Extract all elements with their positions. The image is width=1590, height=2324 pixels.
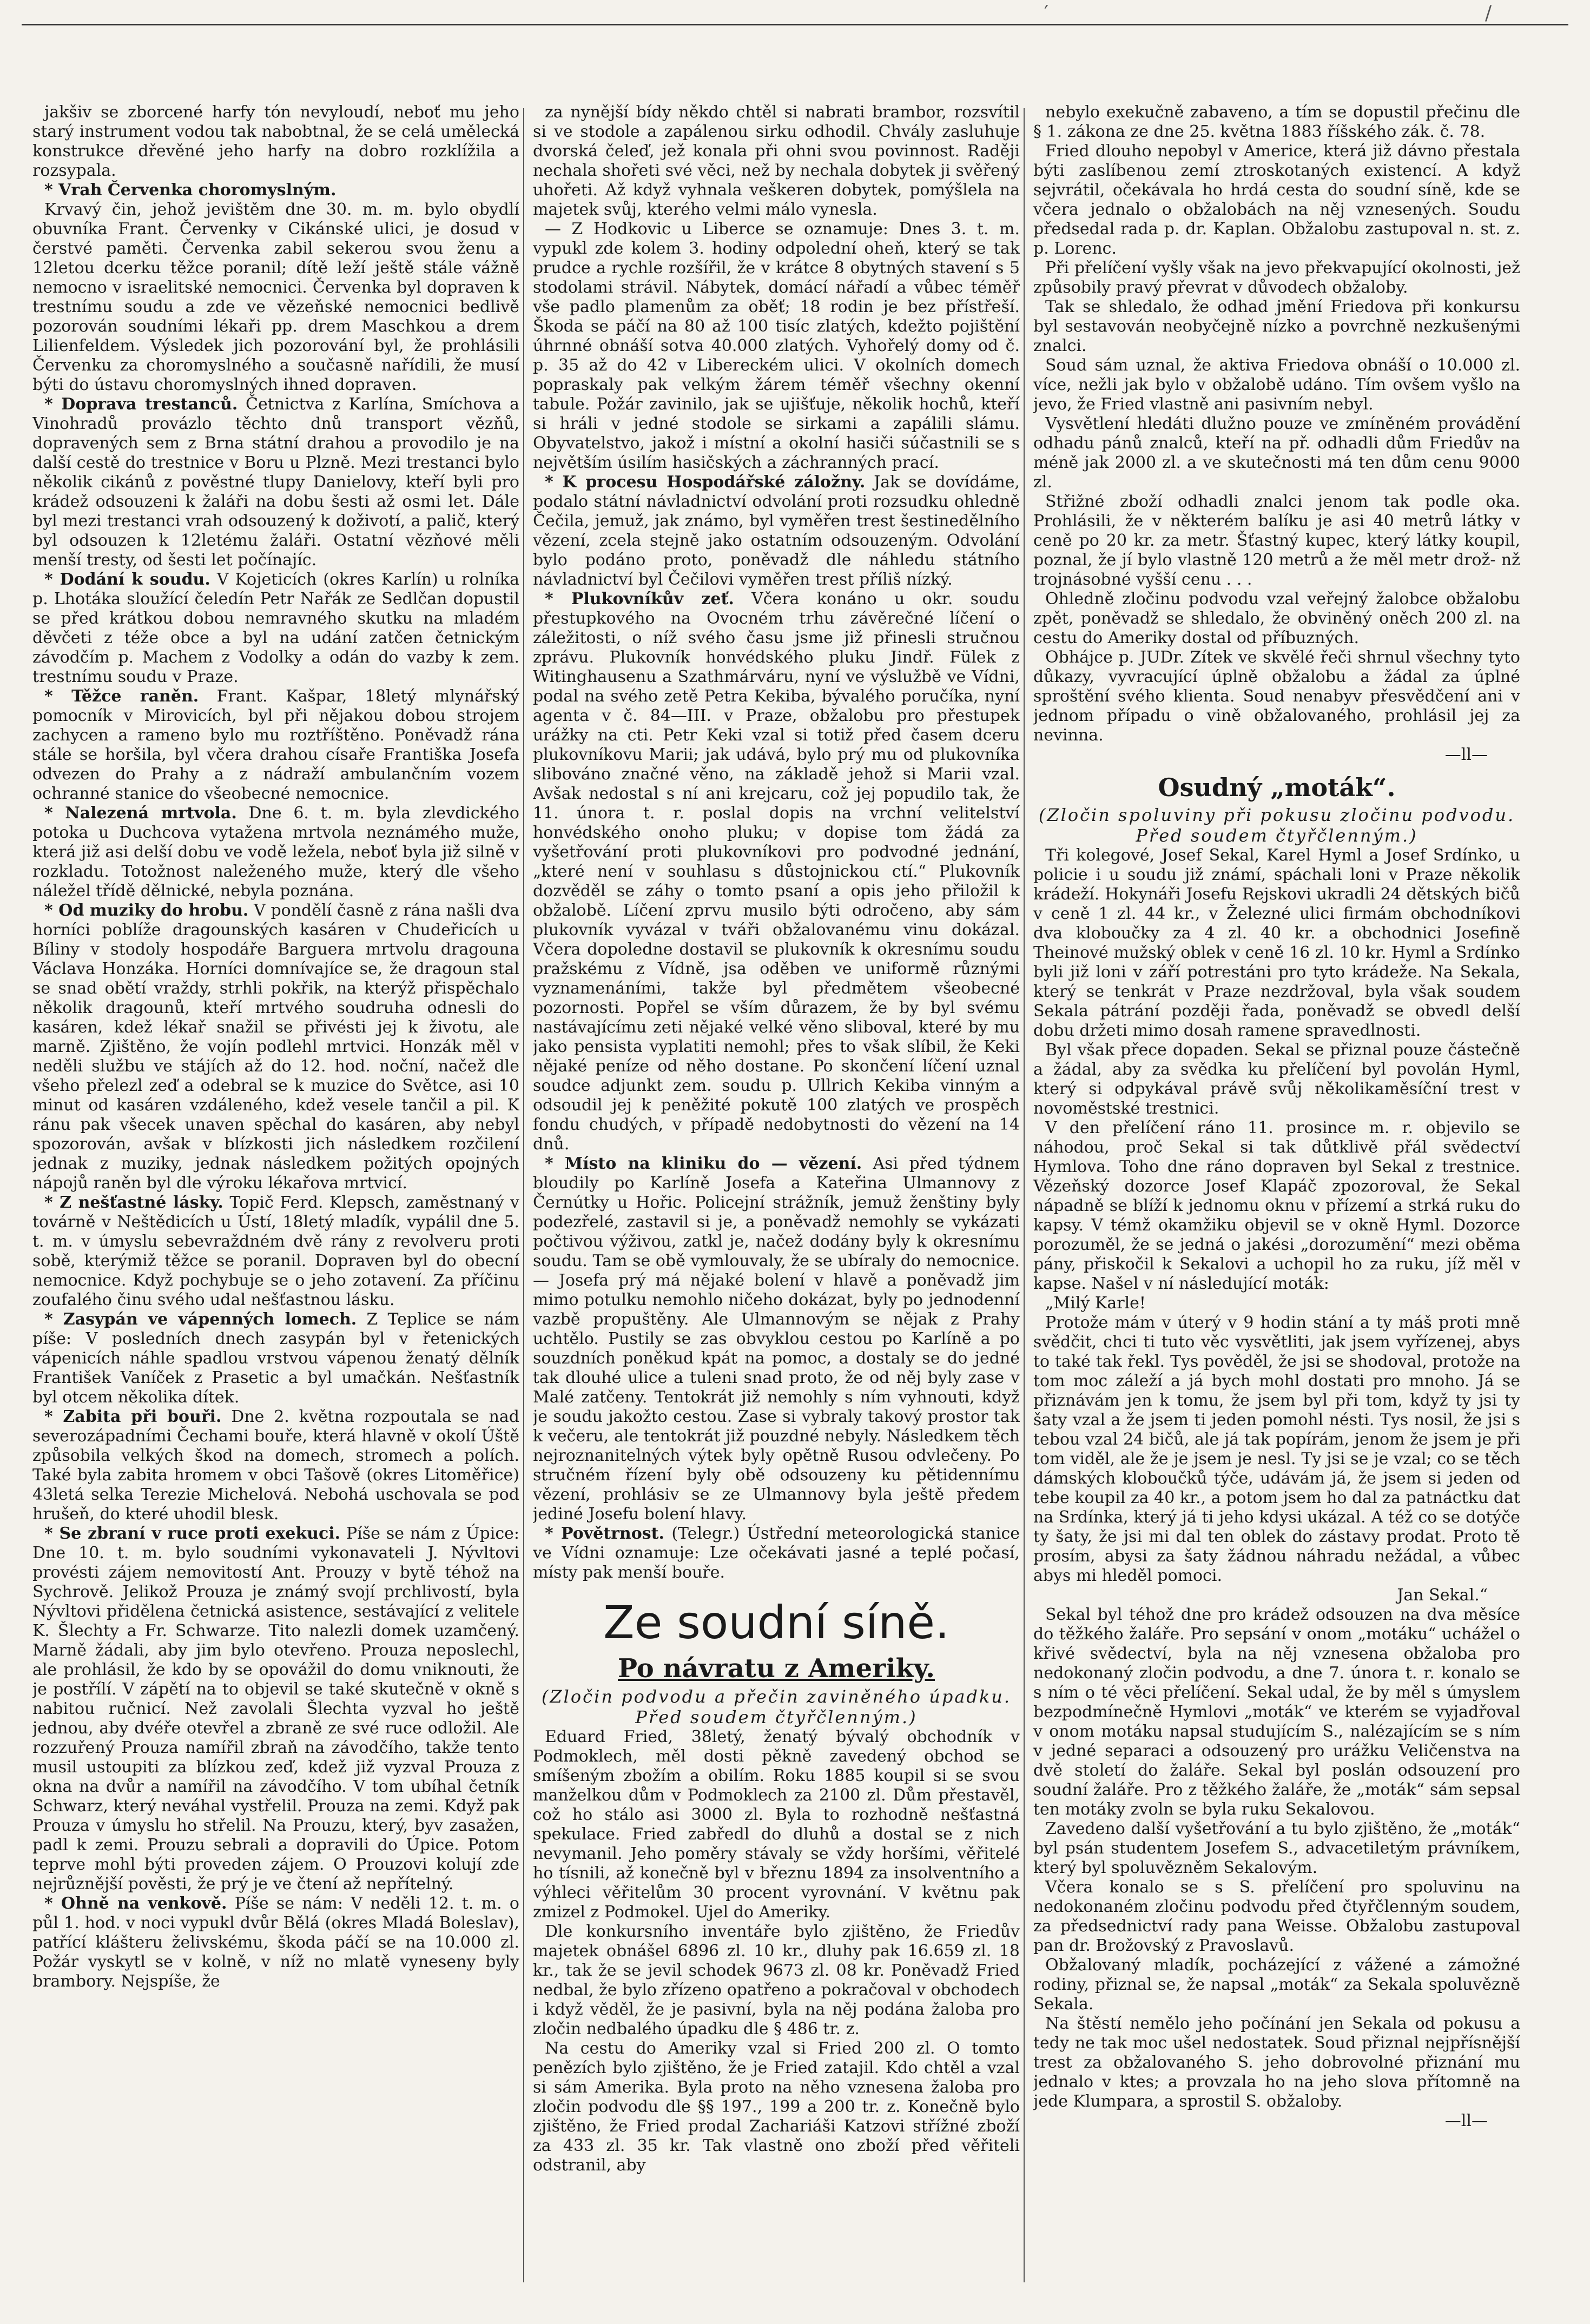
article-paragraph: za nynější bídy někdo chtěl si nabrati brambor, rozsvítil si ve stodole a zapálenou sirku odhodil. Chvály zasluhuje dvorská čeleď, jež konala při ohni svou povinnost. Raději nechala shořeti své věci, než by nechala dobytek ji svěřený uhořeti. Až když vyhnala veškeren dobytek, pomýšlela na majetek svůj, kterého velmi málo vynesla. [533,103,1020,219]
column-rule [523,108,524,2282]
article-heading: * Z nešťastné lásky. [44,1193,223,1212]
edge-mark: ′ [1044,2,1049,24]
article-heading: * Se zbraní v ruce proti exekuci. [44,1524,341,1543]
article-paragraph: Krvavý čin, jehož jevištěm dne 30. m. m. bylo obydlí obuvníka Frant. Červenky v Cikánské ulici, je dosud v čerstvé paměti. Červenka zabil sekerou svou ženu a 12letou dcerku těžce poranil; dítě leží ještě stále vážně nemocno v israelitské nemocnici. Červenka byl dopraven k trestnímu soudu a zde ve vězeňské nemocnici bedlivě pozorován soudními lékaři pp. drem Maschkou a drem Lilienfeldem. Výsledek jich pozorování byl, že prohlásili Červenku za choromyslného a současně nařídili, že musí býti do ústavu choromyslných ihned dopraven. [32,200,519,394]
article-text: V Kojeticích (okres Karlín) u rolníka p. Lhotáka sloužící čeledín Petr Nařák ze Sedlčan dopustil se před krátkou dobou nemravného skutku na mladém děvčeti z téže obce a byl na udání zatčen četnickým závodčím p. Machem z Vodolky a odán do vazby k zem. trestnímu soudu v Praze. [32,570,519,686]
article-paragraph: jakšiv se zborcené harfy tón nevyloudí, neboť mu jeho starý instrument vodou tak nabobtnal, že se celá umělecká konstrukce dřevěné jeho harfy na dobro rozklížila a rozsypala. [32,103,519,180]
article-paragraph: Obžalovaný mladík, pocházející z vážené a zámožné rodiny, přiznal se, že napsal „moták“ za Sekala spoluvězně Sekala. [1033,1956,1520,2014]
article-text: Jak se dovídáme, podalo státní návladnictví odvolání proti rozsudku ohledně Čečila, jemuž, jak známo, byl vyměřen trest šestinedělního vězení, zcela stejně jako ostatním odsouzeným. Odvolání bylo podáno proto, poněvadž dle náhledu státního návladnictví byl Čečilovi vyměřen trest příliš nízký. [533,473,1020,589]
letter-salutation: „Milý Karle! [1045,1294,1146,1313]
article-heading: * Povětrnost. [545,1524,664,1543]
article-paragraph: V den přelíčení ráno 11. prosince m. r. objevilo se náhodou, proč Sekal si tak důtklivě přál svědectví Hymlova. Toho dne ráno dopraven byl Sekal z trestnice. Vězeňský dozorce Josef Klapáč zpozoroval, že Sekal nápadně se blíží k jednomu oknu v přízemí a strká ruku do kapsy. V témž okamžiku objevil se v okně Hyml. Dozorce porozuměl, že se jedná o jakési „dorozumění“ mezi oběma pány, přiskočil k Sekalovi a uchopil ho za ruku, jíž měl v kapse. Našel v ní následující moták: [1033,1118,1520,1293]
article-title: Po návratu z Ameriky. [617,1653,935,1684]
article-text: V pondělí časně z rána našli dva horníci poblíže dragounských kasáren v Chudeřicích u Bíliny v stodoly hospodáře Barguera mrtvolu dragouna Václava Honzáka. Horníci domnívajíce se, že dragoun stal se snad obětí vraždy, strhli pokřik, na kterýž přispěchalo několik dragounů, kteří mrtvého soudruha odnesli do kasáren, kdež lékař snažil se přivésti jej k životu, ale marně. Zjištěno, že vojín podlehl mrtvici. Honzák měl v neděli službu ve stájích až do 12. hod. noční, načež dle všeho přelezl zeď a odebral se k muzice do Světce, asi 10 minut od kasáren vzdáleného, kdež vesele tančil a pil. K ránu pak všecek unaven spěchal do kasáren, aby nebyl spozorován, avšak v blízkosti jich následkem rozčilení jednak z muziky, jednak následkem požitých opojných nápojů raněn byl dle výroku lékařova mrtvicí. [32,901,519,1193]
article-paragraph: Na štěstí nemělo jeho počínání jen Sekala od pokusu a tedy ne tak moc ušel nedostatek. Soud přiznal nejpřísnější trest za obžalovaného S. jeho dobrovolné přiznání mu jednalo v ktes; a provzala ho na jeho slova přítomně na jede Klumpara, a sprostil S. obžaloby. [1033,2014,1520,2111]
article-heading: * Dodání k soudu. [44,570,210,589]
article-paragraph: Ohledně zločinu podvodu vzal veřejný žalobce obžalobu zpět, poněvadž se shledalo, že obviněný oněch 200 zl. na cestu do Ameriky dostal od příbuzných. [1033,590,1520,647]
article-paragraph: Dle konkursního inventáře bylo zjištěno, že Friedův majetek obnášel 6896 zl. 10 kr., dluhy pak 16.659 zl. 18 kr., tak že se jevil schodek 9673 zl. 08 kr. Poněvadž Fried nedbal, že bylo zřízeno opatřeno a pokračoval v obchodech i když věděl, že je pasivní, byla na něj podána žaloba pro zločin nedbalého úpadku dle § 486 tr. z. [533,1922,1020,2038]
article-paragraph: Tři kolegové, Josef Sekal, Karel Hyml a Josef Srdínko, u policie i u soudu již známí, spáchali loni v Praze několik krádeží. Hokynáři Josefu Rejskovi ukradli 24 dětských bičů v ceně 1 zl. 44 kr., v Železné ulici firmám obchodníkovi dva kloboučky za 4 zl. 40 kr. a obchodnici Josefině Theinové mužský oblek v ceně 16 zl. 10 kr. Hyml a Srdínko byli již loni v září potrestáni pro tyto krádeže. Na Sekala, který se tenkrát v Praze nezdržoval, byla však soudem Sekala pátrání později řada, poněvadž se obvedl delší dobu držeti mimo dosah ramene spravedlnosti. [1033,846,1520,1040]
article-paragraph: Tak se shledalo, že odhad jmění Friedova při konkursu byl sestavován neobyčejně nízko a povrchně nezkušenými znalci. [1033,297,1520,355]
edge-mark: / [1485,2,1492,24]
column-1 [32,103,519,2293]
article-text: Z Teplice se nám píše: V posledních dnech zasypán byl v řetenických vápenicích náhle spadlou vrstvou vápenou ženatý dělník František Vaníček z Prasetic a byl umačkán. Nešťastník byl otcem několika dítek. [32,1310,519,1407]
article-heading: * Ohně na venkově. [44,1894,227,1913]
article-heading: * K procesu Hospodářské záložny. [545,473,866,492]
article-paragraph: Byl však přece dopaden. Sekal se přiznal pouze částečně a žádal, aby za svědka ku přelíčení byl povolán Hyml, který si odpykával právě svůj několikaměsíční trest v novoměstské trestnici. [1033,1041,1520,1118]
article-text: Včera konáno u okr. soudu přestupkového na Ovocném trhu závěrečné líčení o záležitosti, o níž svého času jsme již přinesli stručnou zprávu. Plukovník honvédského pluku Jindř. Fülek z Witinghausenu a Szathmárváru, nyní ve výslužbě ve Vídni, podal na svého zetě Petra Kekiba, bývalého poručíka, nyní agenta v č. 84—III. v Praze, obžalobu pro přestupek urážky na cti. Petr Keki vzal si totiž před časem dceru plukovníkovu Marii; jak udává, bylo prý mu od plukovníka slibováno značné věno, na základě jehož si Marii vzal. Avšak nedostal s ní ani krejcaru, což jej popudilo tak, že 11. února t. r. poslal dopis na vrchní velitelství honvédského onoho pluku; v dopise tom žádá za vyšetřování proti plukovníkovi pro podvodné jednání, „které není v souhlasu s důstojnickou ctí.“ Plukovník dozvěděl se záhy o tomto psaní a opis jeho přiložil k obžalobě. Líčení zprvu musilo býti odročeno, aby sám plukovník vyvázal v tváři obžalovanému vinu dokázal. Včera dopoledne dostavil se plukovník k okresnímu soudu pražskému z Vídně, jsa oděben ve uniformě různými vyznamenáními, takže byl předmětem všeobecné pozornosti. Popřel se vším důrazem, že by byl svému nastávajícímu zeti nějaké velké věno sliboval, které by mu jako pensista vyplatiti nemohl; přes to však slíbil, že Keki nějaké peníze od něho dostane. Po skončení líčení uznal soudce adjunkt zem. soudu p. Ullrich Kekiba vinným a odsoudil jej k peněžité pokutě 100 zlatých ve prospěch fondu chudých, v případě nedobytnosti do vězení na 14 dnů. [533,590,1020,1154]
article-title: Osudný „moták“. [1158,773,1396,802]
article-heading: * Od muziky do hrobu. [44,901,249,920]
article-text: Píše se nám: V neděli 12. t. m. o půl 1. hod. v noci vypukl dvůr Bělá (okres Mladá Boleslav), patřící klášteru želivskému, škoda páčí se na 10.000 zl. Požár vyskytl se v kolně, v níž no mlatě vyneseny byly brambory. Nejspíše, že [32,1894,519,1991]
article-subtitle: (Zločin podvodu a přečin zaviněného úpadku. Před soudem čtyřčlenným.) [541,1686,1012,1727]
article-paragraph: Sekal byl téhož dne pro krádež odsouzen na dva měsíce do těžkého žaláře. Pro sepsání v onom „motáku“ uchážel o křivé svědectví, byla na něj vznesena obžaloba pro nedokonaný zločin podvodu, a dne 7. února t. r. konalo se s ním o té věci přelíčení. Sekal udal, že by měl s úmyslem bezpodmínečně Hymlovi „moták“ ve kterém se vyjadřoval v onom motáku napsal studujícím S., nalézajícím se s ním v jedné separaci a odsouzený pro urážku Veličenstva na dvě století do žaláře. Sekal byl poslán odsouzení pro soudní žaláře. Pro z těžkého žaláře, že „moták“ sám sepsal ten motáky zvoln se byla ruku Sekalovou. [1033,1605,1520,1819]
article-paragraph: Fried dlouho nepobyl v Americe, která již dávno přestala býti zaslíbenou zemí ztroskotaných existencí. A když sejvrátil, očekávala ho hrdá cesta do soudní síně, kde se včera jednalo o obžalobách na něj vznesených. Soudu předsedal rada p. dr. Kaplan. Obžalobu zastupoval n. st. z. p. Lorenc. [1033,142,1520,258]
article-paragraph: Vysvětlení hledáti dlužno pouze ve zmíněném provádění odhadu pánů znalců, kteří na př. odhadli dům Friedův na méně jak 2000 zl. a ve skutečnosti má ten dům cenu 9000 zl. [1033,414,1520,492]
article-heading: * Místo na kliniku do — vězení. [545,1154,862,1173]
article-paragraph: Na cestu do Ameriky vzal si Fried 200 zl. O tomto penězích bylo zjištěno, že je Fried zatajil. Kdo chtěl a vzal si sám Amerika. Byla proto na něho vznesena žaloba pro zločin podvodu dle §§ 197., 199 a 200 tr. z. Konečně bylo zjištěno, že Fried prodal Zachariáši Katzovi střížné zboží za 433 zl. 35 kr. Tak vlastně ono zboží před věřiteli odstranil, aby [533,2039,1020,2175]
article-subtitle: (Zločin spoluviny při pokusu zločinu podvodu. Před soudem čtyřčlenným.) [1038,805,1515,846]
column-rule [1024,108,1025,2282]
article-text: Frant. Kašpar, 18letý mlynářský pomocník v Mirovicích, byl při nějakou dobou strojem zachycen a rameno bylo mu roztříštěno. Poněvadž rána stále se horšila, byl včera drahou císaře Františka Josefa odvezen do Prahy a z nádraží ambulančním vozem ochranné stanice do všeobecné nemocnice. [32,687,519,803]
article-paragraph: Obhájce p. JUDr. Zítek ve skvělé řeči shrnul všechny tyto důkazy, vyvracující úplně obžalobu a žádal za úplné sproštění svého klienta. Soud nenabyv přesvědčení ani v jednom případu o vině obžalovaného, prohlásil jej za nevinna. [1033,648,1520,745]
article-paragraph: nebylo exekučně zabaveno, a tím se dopustil přečinu dle § 1. zákona ze dne 25. května 1883 říšského zák. č. 78. [1033,103,1520,141]
article-text: Píše se nám z Úpice: Dne 10. t. m. bylo soudními vykonavateli J. Nývltovi provésti zájem nemovitostí Ant. Prouzy v bytě téhož na Sychrově. Jelikož Prouza je známý svojí prchlivostí, byla Nývltovi přidělena četnická asistence, sestávající z velitele K. Šlechty a Fr. Schwarze. Tito nalezli domek uzamčený. Marně žádali, aby jim bylo otevřeno. Prouza neposlechl, ale prohlásil, že kdo by se opovážil do domu vniknouti, že je postřílí. V zápětí na to objevil se také skutečně v okně s nabitou ručnicí. Než zavolali Šlechta vyzval ho ještě jednou, aby dvéře otevřel a zbraně ze své ruce odložil. Ale rozzuřený Prouza namířil zbraň na závodčího, takže tento musil ustoupiti za blízkou zeď, kdež již vyzval Prouza z okna na dvůr a namířil na závodčího. V tom ubíhal četník Schwarz, který neváhal vystřelil. Prouza na zemi. Když pak Prouza v úmyslu ho střelil. Na Prouzu, který, byv zasažen, padl k zemi. Prouzu sebrali a dopravili do Úpice. Potom teprve mohl býti proveden zájem. O Prouzovi kolují zde nejrůznější pověsti, že prý je ve čtení až nepřítelný. [32,1524,519,1893]
article-text: Topič Ferd. Klepsch, zaměstnaný v továrně v Neštědicích u Ústí, 18letý mladík, vypálil dne 5. t. m. v úmyslu sebevraždném dvě rány z revolveru proti sobě, kterýmiž těžce se poranil. Dopraven byl do obecní nemocnice. Když pochybuje se o jeho zotavení. Za příčinu zoufalého činu svého udal nešťastnou lásku. [32,1193,519,1309]
article-paragraph: Zavedeno další vyšetřování a tu bylo zjištěno, že „moták“ byl psán studentem Josefem S., advacetiletým právníkem, který byl spoluvězněm Sekalovým. [1033,1819,1520,1877]
article-heading: * Nalezená mrtvola. [44,804,237,823]
article-paragraph: — Z Hodkovic u Liberce se oznamuje: Dnes 3. t. m. vypukl zde kolem 3. hodiny odpolední oheň, který se tak prudce a rychle rozšířil, že v krátce 8 obytných stavení s 5 stodolami strávil. Nábytek, domácí nářadí a vůbec téměř vše padlo plamenům za oběť; 18 rodin je bez přístřeší. Škoda se páčí na 80 až 100 tisíc zlatých, kdežto pojištění úhrnné obnáší sotva 40.000 zlatých. Vyhořelý domy od č. p. 35 až do 42 v Libereckém ulici. V okolních domech popraskaly pak velkým žárem téměř všechny okenní tabule. Požár zavinilo, jak se ujišťuje, několik hochů, kteří si hráli v jedné stodole se sirkami a zapálili slámu. Obyvatelstvo, jakož i místní a okolní hasiči súčastnili se s největším úsilím hasičských a záchranných prací. [533,220,1020,472]
article-heading: * Plukovníkův zeť. [545,590,734,608]
article-heading: * Vrah Červenka choromyslným. [44,181,337,200]
column-3 [1033,103,1520,2293]
article-text: (Telegr.) Ústřední meteorologická stanice ve Vídni oznamuje: Lze očekávati jasné a teplé počasí, místy pak menší bouře. [533,1524,1020,1582]
article-heading: * Zabita při bouři. [44,1407,222,1426]
section-title: Ze soudní síně. [603,1596,949,1649]
top-rule [22,24,1568,25]
article-text: Četnictva z Karlína, Smíchova a Vinohradů provázlo těchto dnů transport vězňů, dopravených sem z Brna státní drahou a provodilo je na další cestě do trestnice v Boru u Plzně. Mezi trestanci bylo několik cikánů z pověstné tlupy Danielovy, kteří byli pro krádež odsouzeni k žaláři na dobu šesti až osmi let. Dále byl mezi trestanci vrah odsouzený k doživotí, a palič, který byl odsouzen k 12letému žaláři. Ostatní vězňové měli menší tresty, od šesti let počínajíc. [32,395,519,570]
article-paragraph: Soud sám uznal, že aktiva Friedova obnáší o 10.000 zl. více, nežli jak bylo v obžalobě udáno. Tím ovšem vyšlo na jevo, že Fried vlastně ani pasivním nebyl. [1033,356,1520,414]
article-heading: * Těžce raněn. [44,687,199,706]
author-signature: —ll— [1444,2111,1488,2130]
letter-text: Protože mám v úterý v 9 hodin stání a ty máš proti mně svědčit, chci ti tuto věc vysvětliti, jak jsem vyřízenej, abys to také tak řekl. Tys pověděl, že jsi se shodoval, protože na tom moc záleží a já bych mohl dostati pro mnoho. Já se přiznávám jen k tomu, že jsem byl při tom, když ty jsi ty šaty vzal a že jsem ti jeden pomohl nésti. Tys nosil, že jsi s tebou vzal 24 bičů, ale já tak popírám, jenom že jsem je při tom viděl, ale že je jsem je nesl. Ty jsi se je vzal; co se těch dámských kloboučků týče, udávám já, že jsem si jeden od tebe koupil za 40 kr., a potom jsem ho dal za patnáctku dat na Srdínka, který já ti jeho kdysi ukázal. A též co se dotýče ty šaty, že jsi mi dal ten oblek do zástavy prodat. Proto tě prosím, abysi za šaty žádnou náhradu nežádal, a vůbec abys mi hleděl pomoci. [1033,1313,1520,1585]
letter-signature: Jan Sekal.“ [1397,1586,1488,1605]
article-text: Dne 6. t. m. byla zlevdického potoka u Duchcova vytažena mrtvola neznámého muže, která již asi delší dobu ve vodě ležela, neboť byla již silně v rozkladu. Totožnost naleženého muže, který dle všeho náležel třídě dělnické, nebyla poznána. [32,804,519,901]
article-paragraph: Střižné zboží odhadli znalci jenom tak podle oka. Prohlásili, že v některém balíku je asi 40 metrů látky v ceně po 20 kr. za metr. Šťastný kupec, který látky koupil, poznal, že jí bylo vlastně 120 metrů a že měl metr drož- nž trojnásobné vyšší cenu . . . [1033,492,1520,589]
article-text: Asi před týdnem bloudily po Karlíně Josefa a Kateřina Ulmannovy z Černútky u Hořic. Policejní strážník, jemuž ženštiny byly podezřelé, zastavil si je, a poněvadž nemohly se vykázati počtivou výživou, zatkl je, načež dodány byly k okresnímu soudu. Tam se obě vymlouvaly, že se ubíraly do nemocnice. — Josefa prý má nějaké bolení v hlavě a poněvadž jim mimo potulku nemohlo ničeho dokázat, byly po jednodenní vazbě propuštěny. Ale Ulmannovým se nějak z Prahy uchtělo. Pustily se zas obvyklou cestou po Karlíně a po souzdních poněkud kpát na pomoc, a dostaly se do jedné tak dlouhé ulice a tuleni snad proto, že od něj byly zase v Malé zatčeny. Tentokrát již nemohly s ním vyhnouti, když je soudu jakožto cestou. Zase si vybraly takový prostor tak k večeru, ale tentokrát již pouzdné nebyly. Následkem těch nejroznanitelných výtek byly opětně Rusou odvlečeny. Po stručném řízení byly obě odsouzeny ku pětidennímu vězení, prohlásiv se ze Ulmannovy byla ještě předem jediné Josefu bolení hlavy. [533,1154,1020,1524]
article-heading: * Zasypán ve vápenných lomech. [44,1310,357,1329]
article-heading: * Doprava trestanců. [44,395,238,414]
column-2 [533,103,1020,2293]
article-text: Dne 2. května rozpoutala se nad severozápadními Čechami bouře, která hlavně v okolí Úště způsobila velkých škod na domech, stromech a polích. Také byla zabita hromem v obci Tašově (okres Litoměřice) 43letá selka Terezie Michelová. Nebohá uschovala se pod hrušeň, do které uhodil blesk. [32,1407,519,1524]
article-paragraph: Včera konalo se s S. přelíčení pro spoluvinu na nedokonaném zločinu podvodu před čtyřčlenným soudem, za předsednictví rady pana Weisse. Obžalobu zastupoval pan dr. Brožovský z Pravoslavů. [1033,1878,1520,1955]
author-signature: —ll— [1444,745,1488,764]
article-paragraph: Při přelíčení vyšly však na jevo překvapující okolnosti, jež způsobily pravý převrat v důvodech obžaloby. [1033,259,1520,297]
article-paragraph: Eduard Fried, 38letý, ženatý bývalý obchodník v Podmoklech, měl dosti pěkně zavedený obchod se smíšeným zbožím a obilím. Roku 1885 koupil si se svou manželkou dům v Podmoklech za 2100 zl. Dům přestavěl, což ho stálo asi 3000 zl. Byla to rozhodně nešťastná spekulace. Fried zabředl do dluhů a dostal se z nich nevymanil. Jeho poměry stávaly se vždy horšími, věřitelé ho tísnili, až konečně byl v březnu 1894 za insolventního a výhleci věřitelům 30 procent vyrovnání. V květnu pak zmizel z Podmokel. Ujel do Ameriky. [533,1727,1020,1922]
